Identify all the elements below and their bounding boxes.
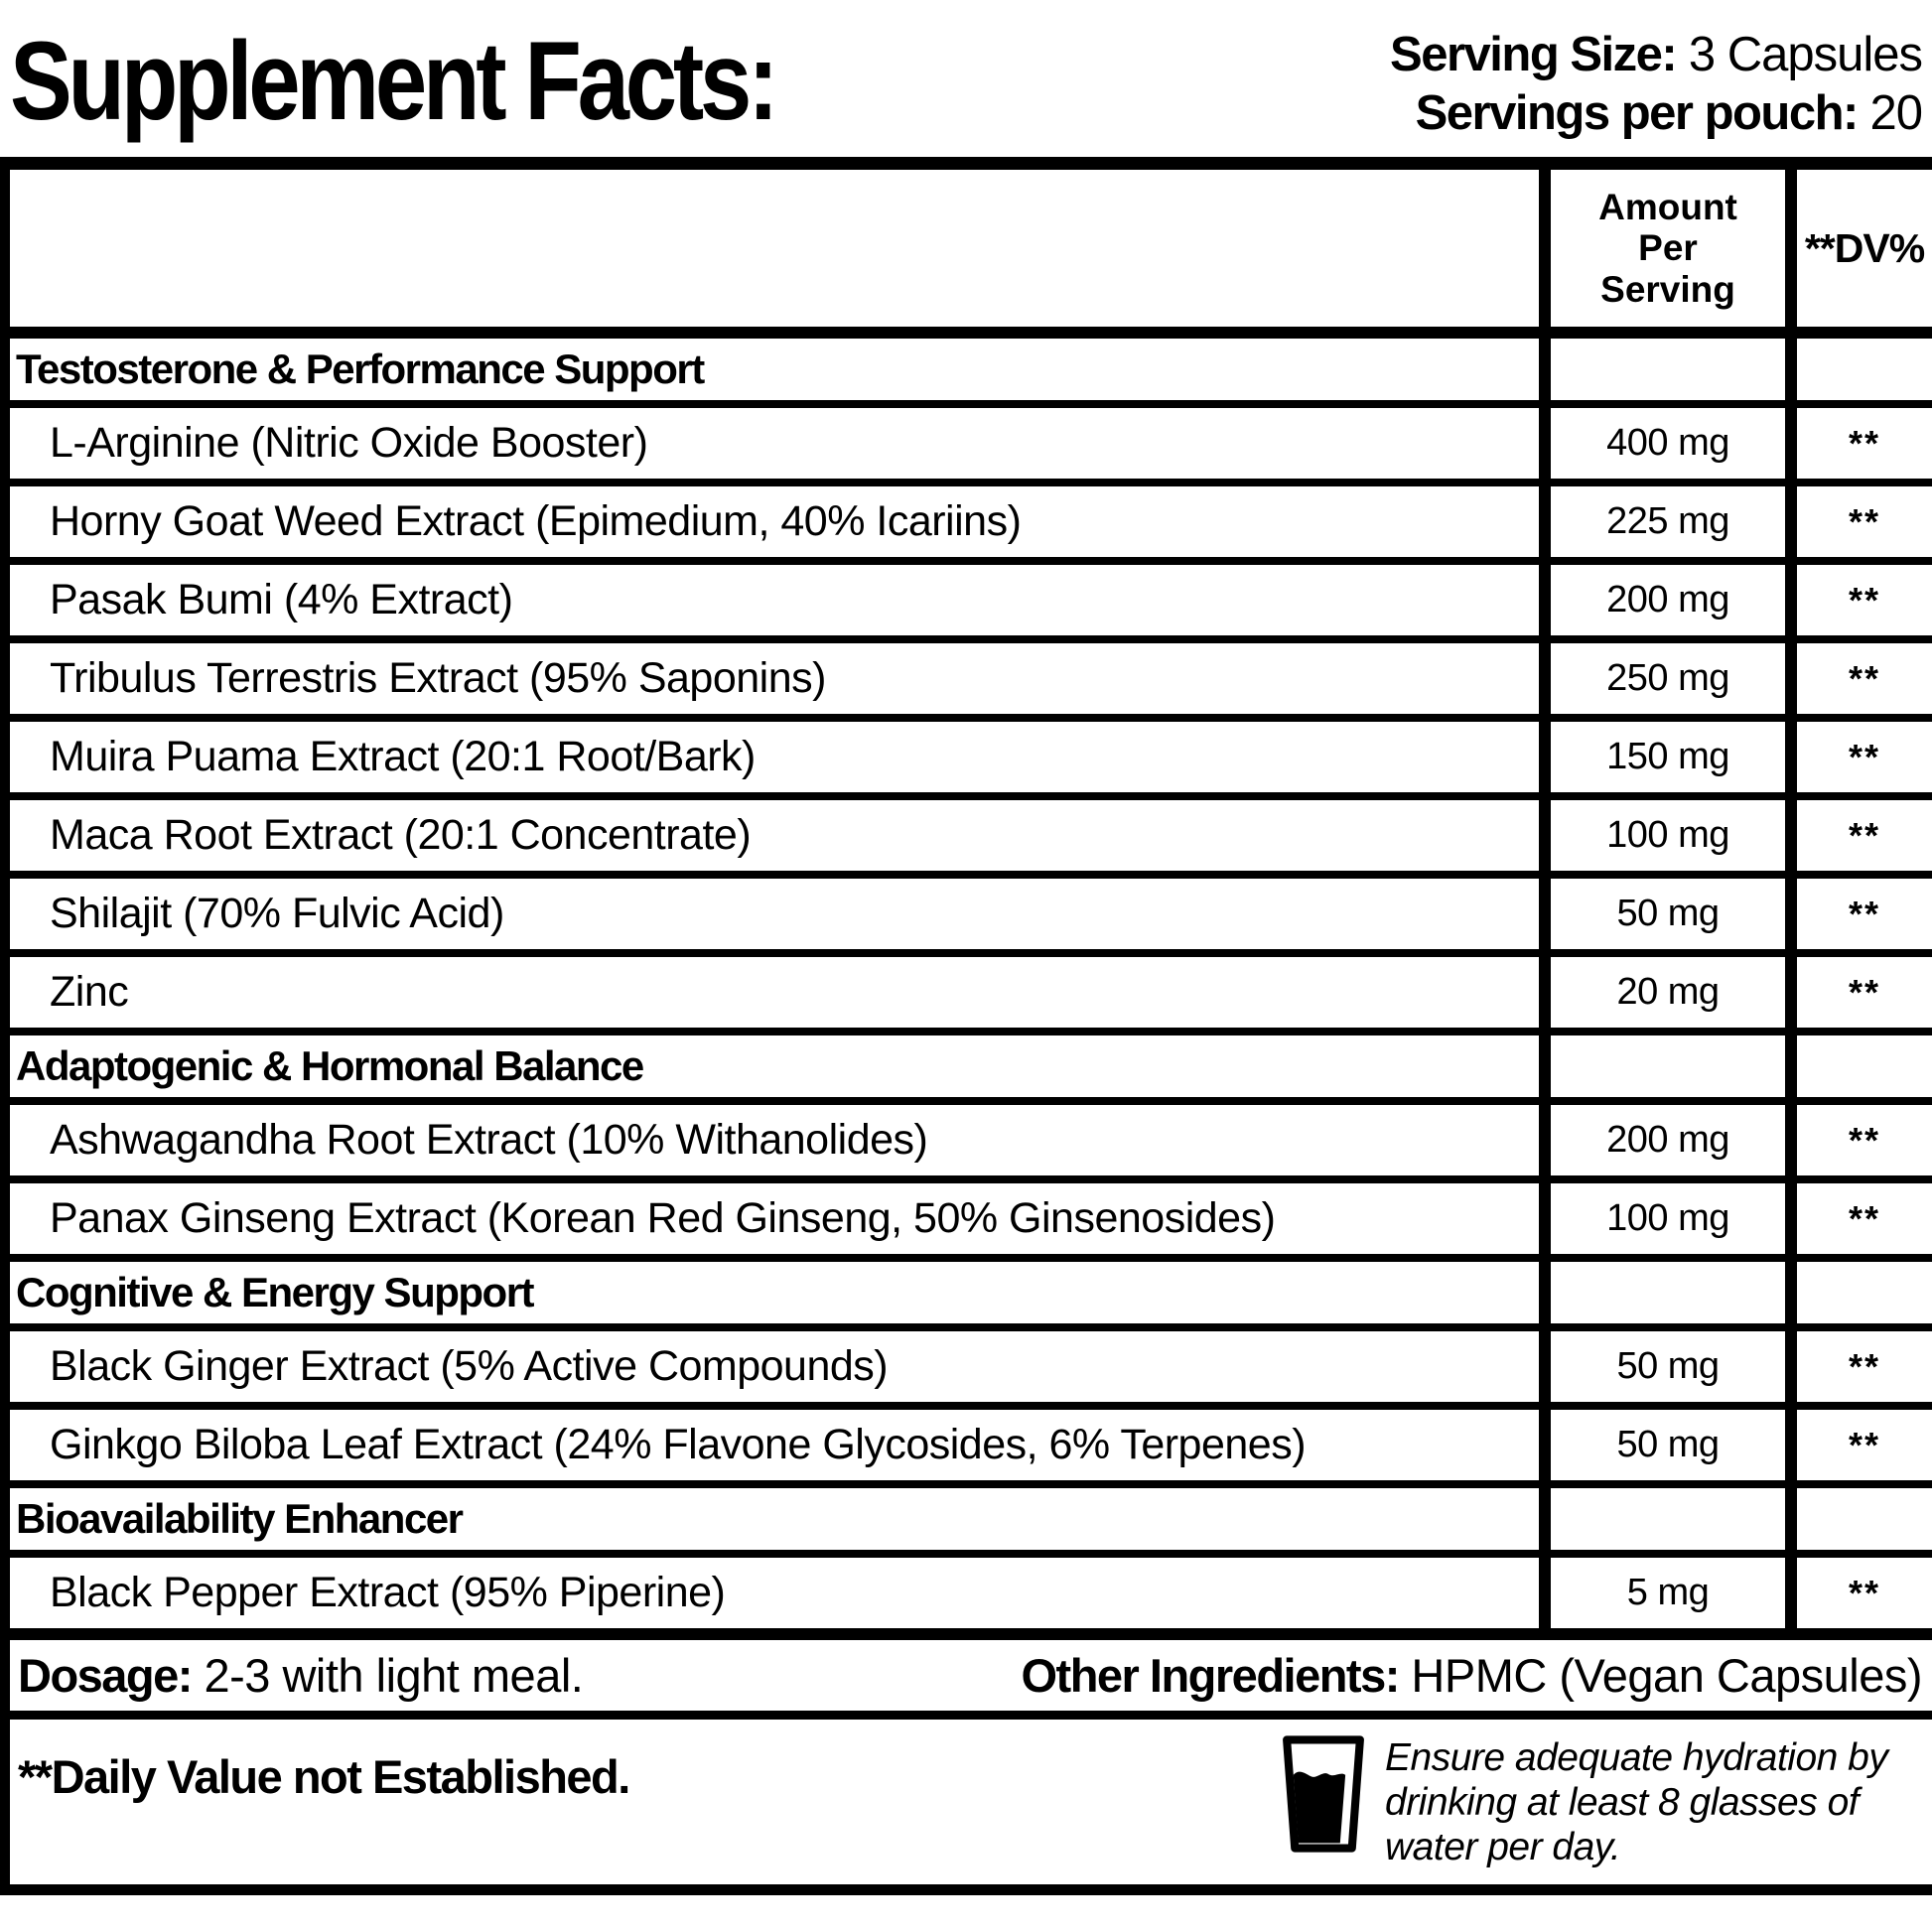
ingredient-amount: 5 mg — [1539, 1558, 1785, 1628]
section-row — [10, 1035, 1932, 1105]
ingredient-dv: ** — [1785, 1105, 1932, 1175]
hydration-text: Ensure adequate hydration by drinking at least 8 glasses of water per day. — [1385, 1736, 1888, 1869]
facts-grid — [10, 170, 1932, 1640]
ingredient-amount: 225 mg — [1539, 486, 1785, 557]
dv-percent-header: **DV% — [1785, 170, 1932, 327]
servings-per-pouch-label: Servings per pouch: — [1415, 85, 1858, 140]
page-title: Supplement Facts: — [10, 19, 775, 143]
ingredient-row — [10, 565, 1932, 643]
ingredient-dv: ** — [1785, 1331, 1932, 1402]
ingredient-dv: ** — [1785, 1183, 1932, 1254]
other-ingredients-label: Other Ingredients: — [1021, 1649, 1399, 1702]
ingredient-dv: ** — [1785, 408, 1932, 479]
facts-table — [0, 157, 1932, 1895]
ingredient-name: Ginkgo Biloba Leaf Extract (24% Flavone Glycosides, 6% Terpenes) — [50, 1421, 1307, 1468]
section-dv-cell — [1785, 1262, 1932, 1323]
ingredient-name: Black Ginger Extract (5% Active Compounds) — [50, 1342, 889, 1390]
servings-per-pouch-value: 20 — [1857, 85, 1922, 140]
ingredient-name: Muira Puama Extract (20:1 Root/Bark) — [50, 733, 756, 780]
dosage-label: Dosage: — [18, 1649, 192, 1702]
ingredient-dv: ** — [1785, 1558, 1932, 1628]
ingredient-row — [10, 1183, 1932, 1262]
ingredient-dv: ** — [1785, 722, 1932, 792]
ingredient-row — [10, 800, 1932, 879]
ingredient-row — [10, 722, 1932, 800]
serving-size-label: Serving Size: — [1390, 28, 1677, 81]
ingredient-name: Panax Ginseng Extract (Korean Red Ginseng, 50% Ginsenosides) — [50, 1194, 1276, 1242]
dosage-line — [18, 1648, 583, 1703]
ingredient-dv: ** — [1785, 1410, 1932, 1480]
ingredient-amount: 250 mg — [1539, 643, 1785, 714]
section-amount-cell — [1539, 1262, 1785, 1323]
ingredient-dv: ** — [1785, 879, 1932, 949]
ingredient-amount: 20 mg — [1539, 957, 1785, 1028]
ingredient-name: Maca Root Extract (20:1 Concentrate) — [50, 811, 752, 859]
ingredient-amount: 200 mg — [1539, 1105, 1785, 1175]
dosage-row — [10, 1640, 1932, 1720]
label-header — [0, 0, 1932, 157]
serving-info — [1390, 26, 1922, 143]
ingredient-name: Zinc — [50, 968, 129, 1016]
ingredient-name: L-Arginine (Nitric Oxide Booster) — [50, 419, 648, 467]
section-dv-cell — [1785, 1035, 1932, 1097]
serving-size-line — [1390, 26, 1922, 84]
dosage-value: 2-3 with light meal. — [191, 1649, 584, 1702]
section-amount-cell — [1539, 1488, 1785, 1550]
amount-per-serving-header: Amount Per Serving — [1539, 170, 1785, 327]
serving-size-value: 3 Capsules — [1676, 28, 1922, 81]
ingredient-name: Ashwagandha Root Extract (10% Withanolides) — [50, 1116, 928, 1164]
ingredient-amount: 400 mg — [1539, 408, 1785, 479]
ingredient-amount: 100 mg — [1539, 1183, 1785, 1254]
water-glass-icon — [1278, 1735, 1369, 1853]
label-footer — [10, 1720, 1932, 1895]
section-amount-cell — [1539, 1035, 1785, 1097]
ingredient-amount: 50 mg — [1539, 1331, 1785, 1402]
ingredient-name: Black Pepper Extract (95% Piperine) — [50, 1569, 726, 1616]
ingredient-header-cell — [10, 170, 1539, 327]
servings-per-pouch-line — [1390, 84, 1922, 143]
ingredient-dv: ** — [1785, 800, 1932, 871]
ingredient-row — [10, 879, 1932, 957]
daily-value-footnote: **Daily Value not Established. — [18, 1750, 629, 1803]
ingredient-row — [10, 1331, 1932, 1410]
section-name: Bioavailability Enhancer — [16, 1495, 463, 1542]
ingredient-amount: 50 mg — [1539, 1410, 1785, 1480]
ingredient-row — [10, 486, 1932, 565]
section-row — [10, 1262, 1932, 1331]
ingredient-row — [10, 643, 1932, 722]
ingredient-dv: ** — [1785, 643, 1932, 714]
ingredient-amount: 200 mg — [1539, 565, 1785, 635]
ingredient-row — [10, 1410, 1932, 1488]
ingredient-row — [10, 1105, 1932, 1183]
other-ingredients-value: HPMC (Vegan Capsules) — [1398, 1649, 1922, 1702]
section-amount-cell — [1539, 339, 1785, 400]
section-row — [10, 339, 1932, 408]
section-name: Testosterone & Performance Support — [16, 345, 704, 392]
section-row — [10, 1488, 1932, 1558]
ingredient-dv: ** — [1785, 957, 1932, 1028]
table-header-row — [10, 170, 1932, 339]
ingredient-row — [10, 408, 1932, 486]
ingredient-row — [10, 1558, 1932, 1640]
ingredient-name: Shilajit (70% Fulvic Acid) — [50, 890, 504, 937]
other-ingredients-line — [1022, 1648, 1923, 1703]
ingredient-amount: 50 mg — [1539, 879, 1785, 949]
section-dv-cell — [1785, 1488, 1932, 1550]
ingredient-dv: ** — [1785, 486, 1932, 557]
ingredient-amount: 150 mg — [1539, 722, 1785, 792]
ingredient-name: Pasak Bumi (4% Extract) — [50, 576, 513, 623]
section-name: Adaptogenic & Hormonal Balance — [16, 1042, 643, 1089]
section-dv-cell — [1785, 339, 1932, 400]
ingredient-name: Horny Goat Weed Extract (Epimedium, 40% Icariins) — [50, 497, 1022, 545]
ingredient-dv: ** — [1785, 565, 1932, 635]
ingredient-row — [10, 957, 1932, 1035]
ingredient-amount: 100 mg — [1539, 800, 1785, 871]
ingredient-name: Tribulus Terrestris Extract (95% Saponins) — [50, 654, 826, 702]
hydration-note — [1278, 1735, 1926, 1870]
section-name: Cognitive & Energy Support — [16, 1269, 534, 1315]
